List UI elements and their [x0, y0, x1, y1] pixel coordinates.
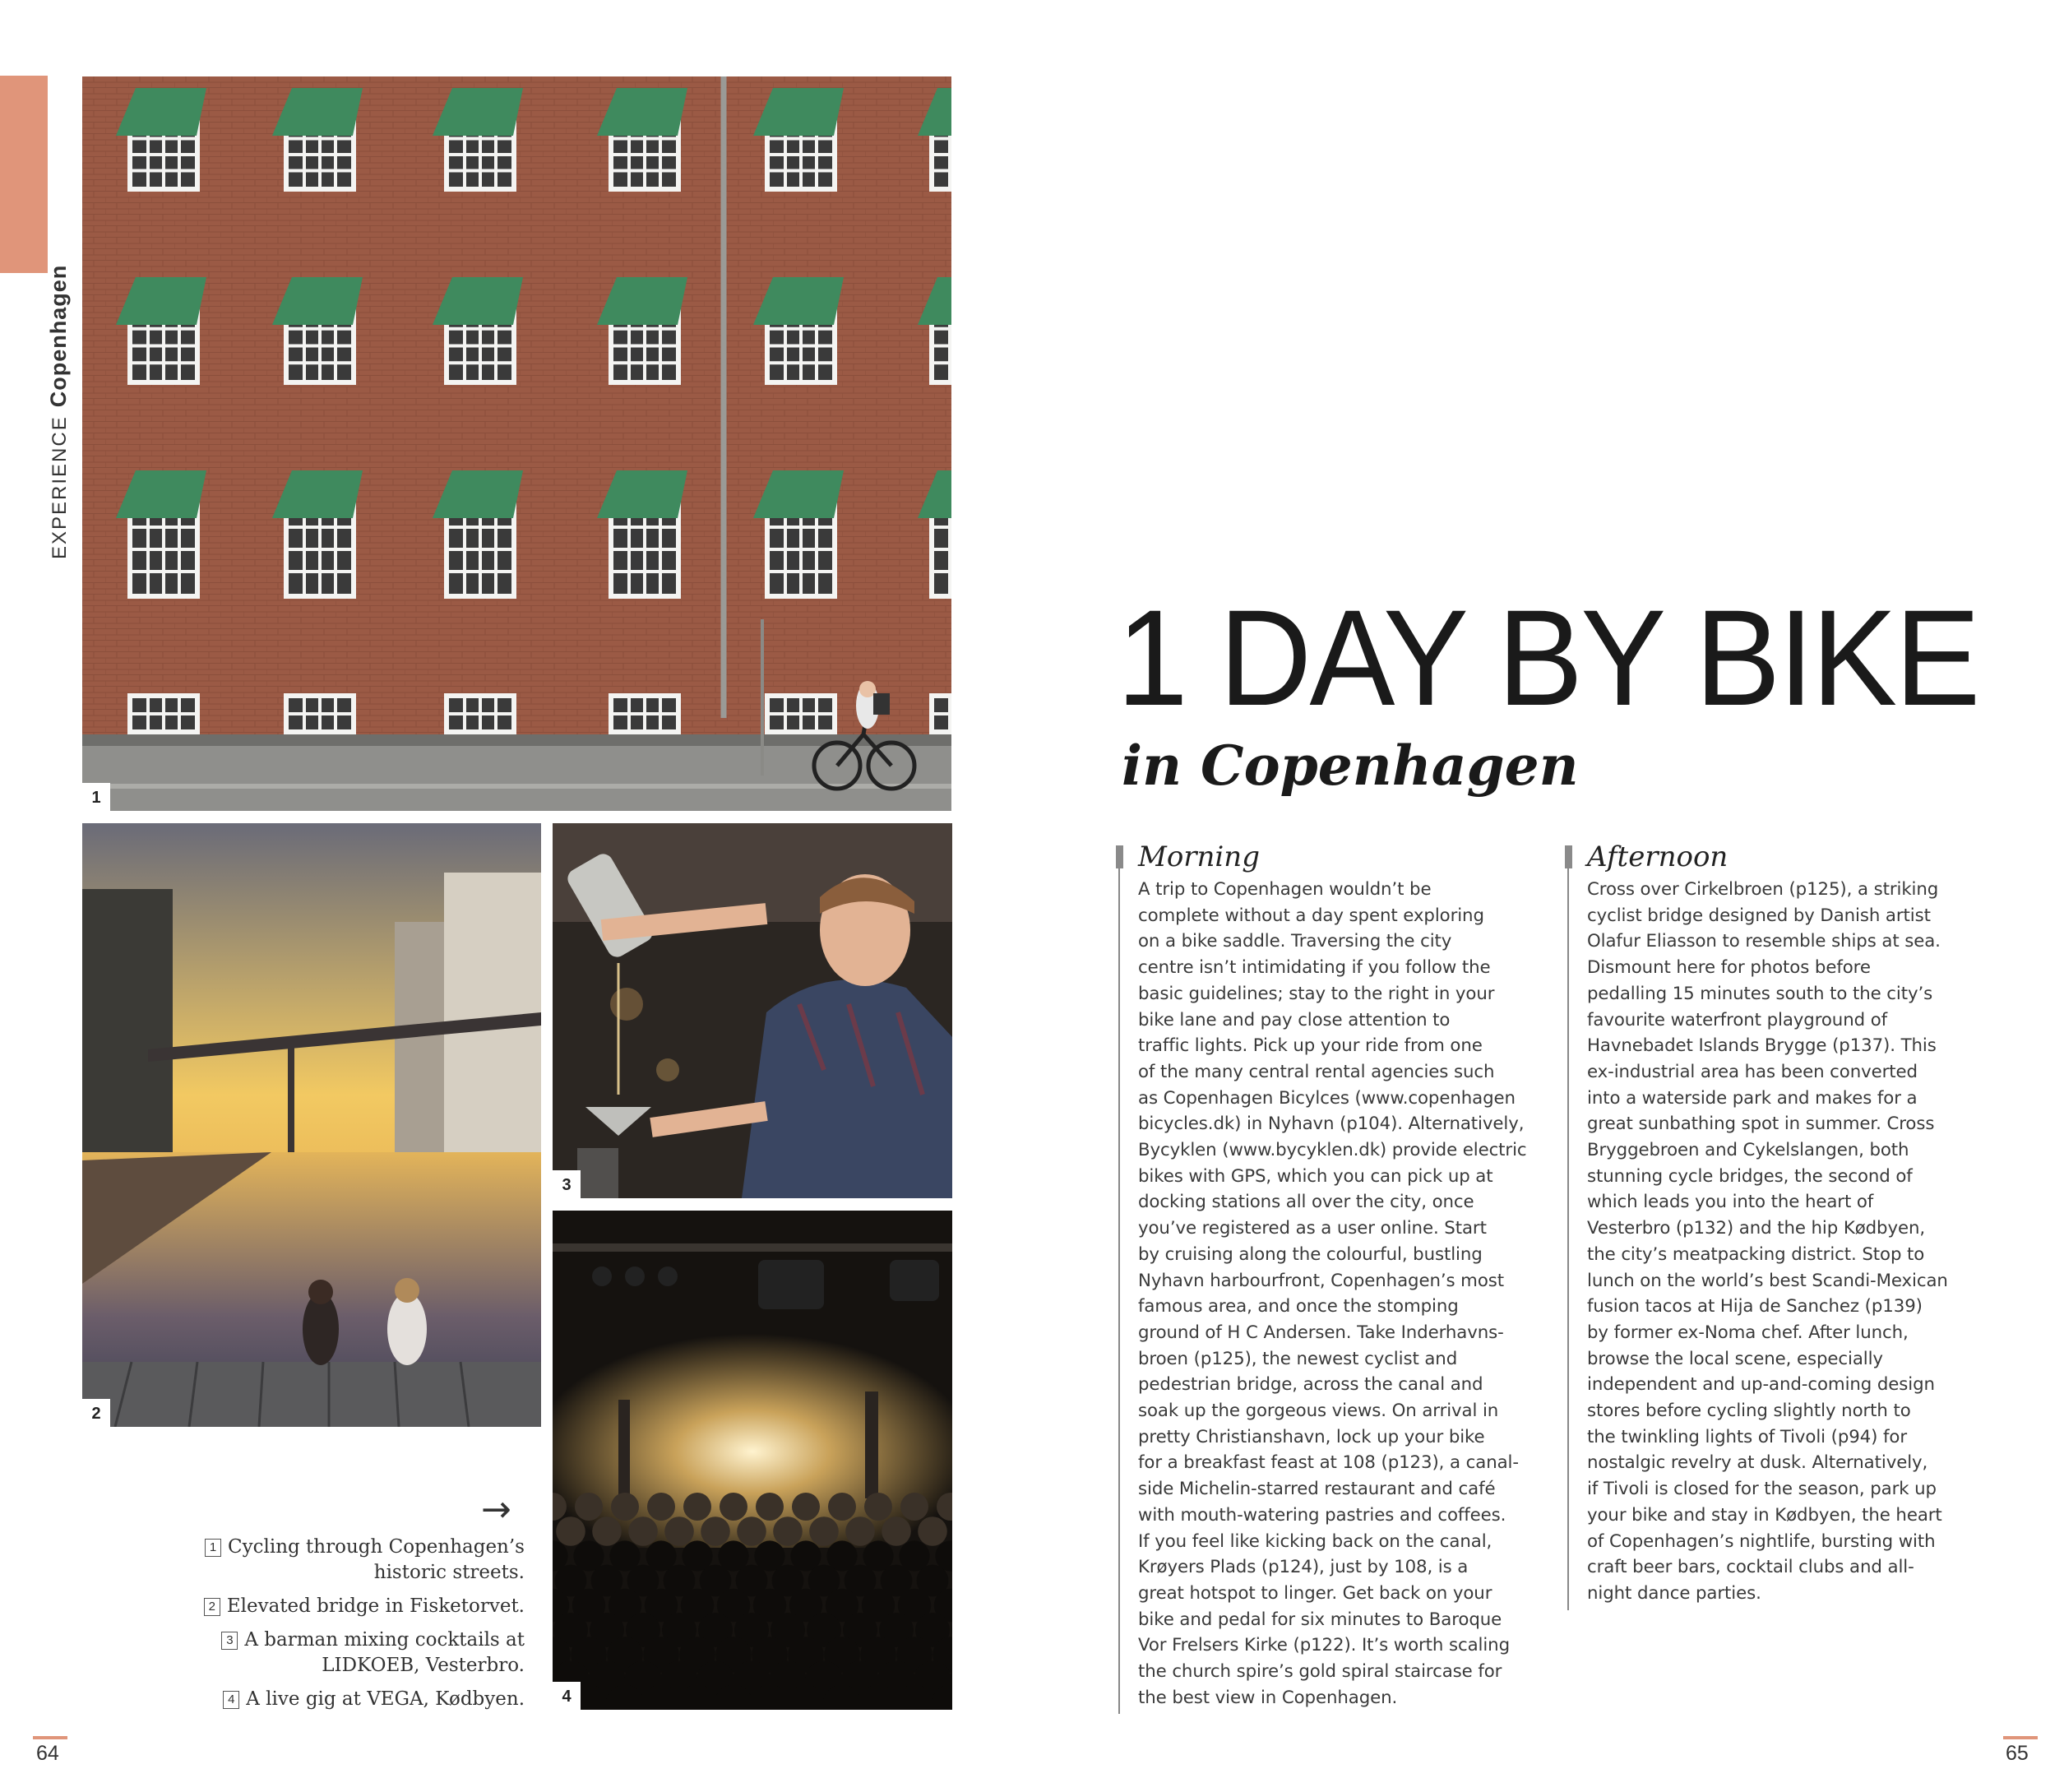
- photo-number-3: 3: [553, 1170, 581, 1198]
- caption-text: A live gig at VEGA, Kødbyen.: [246, 1688, 525, 1710]
- crowd-head: [792, 1493, 820, 1521]
- column-rule-marker: [1565, 845, 1572, 868]
- crowd-head: [683, 1493, 711, 1521]
- crowd-head: [845, 1516, 875, 1546]
- folio-rule-right: [2003, 1736, 2038, 1739]
- caption-4: [164, 1687, 525, 1712]
- folio-rule-left: [33, 1736, 67, 1739]
- photo-captions: [164, 1535, 525, 1720]
- live-gig-illustration: [553, 1211, 952, 1710]
- crowd-head: [628, 1516, 658, 1546]
- crowd-head: [773, 1516, 803, 1546]
- column-body: Cross over Cirkelbroen (p125), a striking cyclist bridge designed by Danish artist Olafur Eliasson to resemble ships at sea. Dismount here for photos before pedalling 15 minutes south to the city’s favourite waterfront playground of Havnebadet Islands Brygge (p137). This ex-industrial area has been converted into a waterside park and makes for a great sunbathing spot in summer. Cross Bryggebroen and Cykelslangen, both stunning cycle bridges, the second of which leads you into the heart of Vesterbro (p132) and the hip Kødbyen, the city’s meatpacking district. Stop to lunch on the world’s best Scandi-Mexican fusion tacos at Hija de Sanchez (p139) by former ex-Noma chef. After lunch, browse the local scene, especially independent and up-and-coming design stores before cycling slightly north to the twinkling lights of Tivoli (p94) for nostalgic revelry at dusk. Alternatively, if Tivoli is closed for the season, park up your bike and stay in Kødbyen, the heart of Copenhagen’s nightlife, bursting with craft beer bars, cocktail clubs and all- night dance parties.: [1587, 879, 1948, 1604]
- barman-illustration: [553, 823, 952, 1198]
- crowd-head: [809, 1516, 839, 1546]
- caption-3: [164, 1628, 525, 1679]
- caption-2: [164, 1594, 525, 1619]
- caption-number: 3: [221, 1632, 238, 1650]
- photo-barman: [553, 823, 952, 1198]
- photo-number-2: 2: [82, 1399, 110, 1427]
- column-afternoon: [1567, 839, 1985, 1607]
- running-head: [46, 265, 72, 559]
- brick-building-illustration: [82, 76, 951, 811]
- photo-number-4: 4: [553, 1682, 581, 1710]
- caption-number: 1: [205, 1539, 221, 1557]
- caption-number: 2: [204, 1598, 220, 1616]
- photo-brick-building: [82, 76, 951, 811]
- section-tab: [0, 76, 48, 273]
- crowd-head: [664, 1516, 694, 1546]
- column-heading: Afternoon: [1587, 840, 1728, 873]
- crowd-head: [556, 1516, 585, 1546]
- crowd-head: [592, 1516, 622, 1546]
- column-body: A trip to Copenhagen wouldn’t be complete without a day spent exploring on a bike saddle. Traversing the city centre isn’t intimidating if you follow the basic guidelines; stay to the right in your bike lane and pay close attention to traffic lights. Pick up your ride from one of the many central rental agencies such as Copenhagen Bicylces (www.copenhagen bicycles.dk) in Nyhavn (p104). Alternatively, Bycyklen (www.bycyklen.dk) provide electric bikes with GPS, which you can pick up at docking stations all over the city, once you’ve registered as a user online. Start by cruising along the colourful, bustling Nyhavn harbourfront, Copenhagen’s most famous area, and once the stomping ground of H C Andersen. Take Inderhavns- broen (p125), the newest cyclist and pedestrian bridge, across the canal and soak up the gorgeous views. On arrival in pretty Christianshavn, lock up your bike for a breakfast feast at 108 (p123), a canal- side Michelin-starred restaurant and café with mouth-watering pastries and coffees. If you feel like kicking back on the canal, Krøyers Plads (p124), just by 108, is a great hotspot to linger. Get back on your bike and pedal for six minutes to Baroque Vor Frelsers Kirke (p122). It’s worth scaling the church spire’s gold spiral staircase for the best view in Copenhagen.: [1138, 879, 1527, 1708]
- crowd-head: [647, 1493, 675, 1521]
- running-head-section: EXPERIENCE: [49, 415, 71, 559]
- column-morning: [1118, 839, 1536, 1711]
- column-rule-marker: [1116, 845, 1123, 868]
- crowd-head: [864, 1493, 892, 1521]
- caption-text: Elevated bridge in Fisketorvet.: [226, 1595, 525, 1617]
- crowd-head: [900, 1493, 928, 1521]
- crowd-head: [611, 1493, 639, 1521]
- crowd-head: [756, 1493, 784, 1521]
- continue-arrow-icon: →: [481, 1489, 511, 1530]
- crowd-head: [737, 1516, 766, 1546]
- caption-1: [164, 1535, 525, 1586]
- caption-number: 4: [223, 1691, 239, 1709]
- page-subtitle: in Copenhagen: [1122, 734, 1579, 798]
- crowd-head: [882, 1516, 911, 1546]
- caption-text: A barman mixing cocktails at LIDKOEB, Vesterbro.: [244, 1629, 525, 1676]
- page-number-right: 65: [2006, 1742, 2029, 1765]
- crowd-head: [701, 1516, 730, 1546]
- crowd-head: [828, 1493, 856, 1521]
- photo-live-gig: [553, 1211, 952, 1710]
- crowd-head: [575, 1493, 603, 1521]
- crowd-head: [918, 1516, 947, 1546]
- column-rule: [1118, 845, 1120, 1714]
- page-title: 1 DAY BY BIKE: [1117, 582, 1978, 734]
- crowd-head: [720, 1493, 747, 1521]
- caption-text: Cycling through Copenhagen’s historic streets.: [228, 1536, 525, 1583]
- photo-canal-bridge: [82, 823, 541, 1427]
- running-head-city: Copenhagen: [46, 264, 71, 408]
- page-number-left: 64: [36, 1742, 59, 1765]
- canal-sunset-illustration: [82, 823, 541, 1427]
- column-heading: Morning: [1138, 840, 1260, 873]
- column-rule: [1567, 845, 1569, 1610]
- photo-number-1: 1: [82, 783, 110, 811]
